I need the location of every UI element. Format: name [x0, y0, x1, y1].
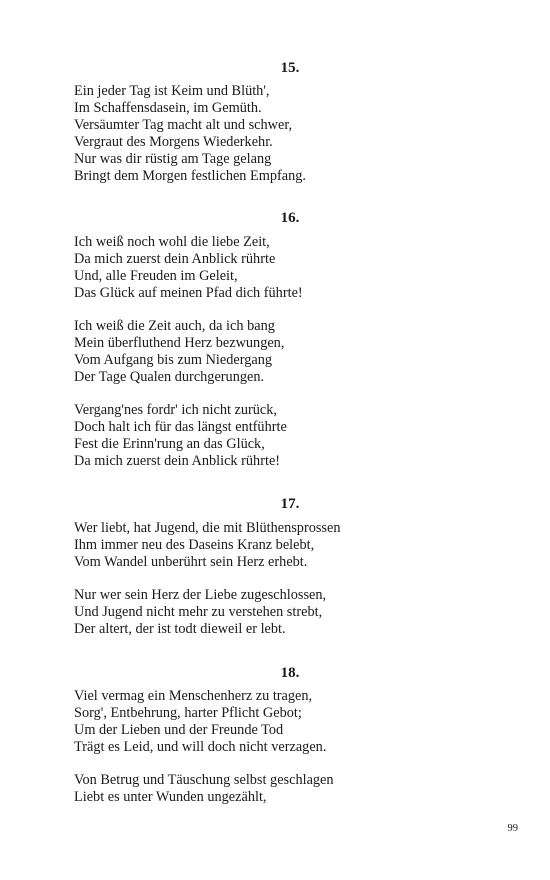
- poem-line: Das Glück auf meinen Pfad dich führte!: [74, 285, 303, 301]
- poem-line: Ein jeder Tag ist Keim und Blüth',: [74, 83, 270, 99]
- poem-line: Mein überfluthend Herz bezwungen,: [74, 335, 285, 351]
- stanza: [74, 402, 287, 470]
- poem-number: 17.: [280, 496, 300, 512]
- poem-line: Und, alle Freuden im Geleit,: [74, 268, 238, 284]
- poem-number: 16.: [280, 210, 300, 226]
- stanza: [74, 587, 326, 638]
- poem-line: Vergraut des Morgens Wiederkehr.: [74, 134, 273, 150]
- poem-line: Ihm immer neu des Daseins Kranz belebt,: [74, 537, 315, 553]
- poem-line: Wer liebt, hat Jugend, die mit Blüthensprossen: [74, 520, 341, 536]
- poem-line: Vergang'nes fordr' ich nicht zurück,: [74, 402, 277, 418]
- poem-line: Ich weiß die Zeit auch, da ich bang: [74, 318, 275, 334]
- stanza: [74, 234, 303, 302]
- stanza: [74, 318, 284, 386]
- poem-line: Ich weiß noch wohl die liebe Zeit,: [74, 234, 270, 250]
- poem-line: Um der Lieben und der Freunde Tod: [74, 722, 284, 738]
- poem-line: Von Betrug und Täuschung selbst geschlagen: [74, 772, 334, 788]
- stanza: [74, 688, 326, 756]
- stanza: [74, 520, 340, 571]
- poem-line: Vom Aufgang bis zum Niedergang: [74, 352, 273, 368]
- poem-line: Viel vermag ein Menschenherz zu tragen,: [74, 688, 313, 704]
- poem-line: Im Schaffensdasein, im Gemüth.: [74, 100, 262, 116]
- poem-line: Fest die Erinn'rung an das Glück,: [74, 436, 265, 452]
- poem-line: Trägt es Leid, und will doch nicht verzagen.: [74, 739, 327, 755]
- poem-line: Der altert, der ist todt dieweil er lebt.: [74, 621, 286, 637]
- poem-line: Da mich zuerst dein Anblick rührte!: [74, 453, 281, 469]
- poem-line: Vom Wandel unberührt sein Herz erhebt.: [74, 554, 308, 570]
- page-number: 99: [507, 823, 518, 834]
- poem-line: Und Jugend nicht mehr zu verstehen strebt,: [74, 604, 323, 620]
- poem-line: Doch halt ich für das längst entführte: [74, 419, 287, 435]
- poem-number: 15.: [280, 60, 300, 76]
- poem-line: Sorg', Entbehrung, harter Pflicht Gebot;: [74, 705, 302, 721]
- poem-line: Da mich zuerst dein Anblick rührte: [74, 251, 276, 267]
- poem-line: Der Tage Qualen durchgerungen.: [74, 369, 265, 385]
- poem-line: Liebt es unter Wunden ungezählt,: [74, 789, 267, 805]
- poem-number: 18.: [280, 665, 300, 681]
- poem-line: Bringt dem Morgen festlichen Empfang.: [74, 168, 307, 184]
- poem-line: Versäumter Tag macht alt und schwer,: [74, 117, 293, 133]
- poem-line: Nur was dir rüstig am Tage gelang: [74, 151, 272, 167]
- stanza: [74, 83, 306, 185]
- stanza: [74, 772, 334, 806]
- poem-line: Nur wer sein Herz der Liebe zugeschlossen,: [74, 587, 327, 603]
